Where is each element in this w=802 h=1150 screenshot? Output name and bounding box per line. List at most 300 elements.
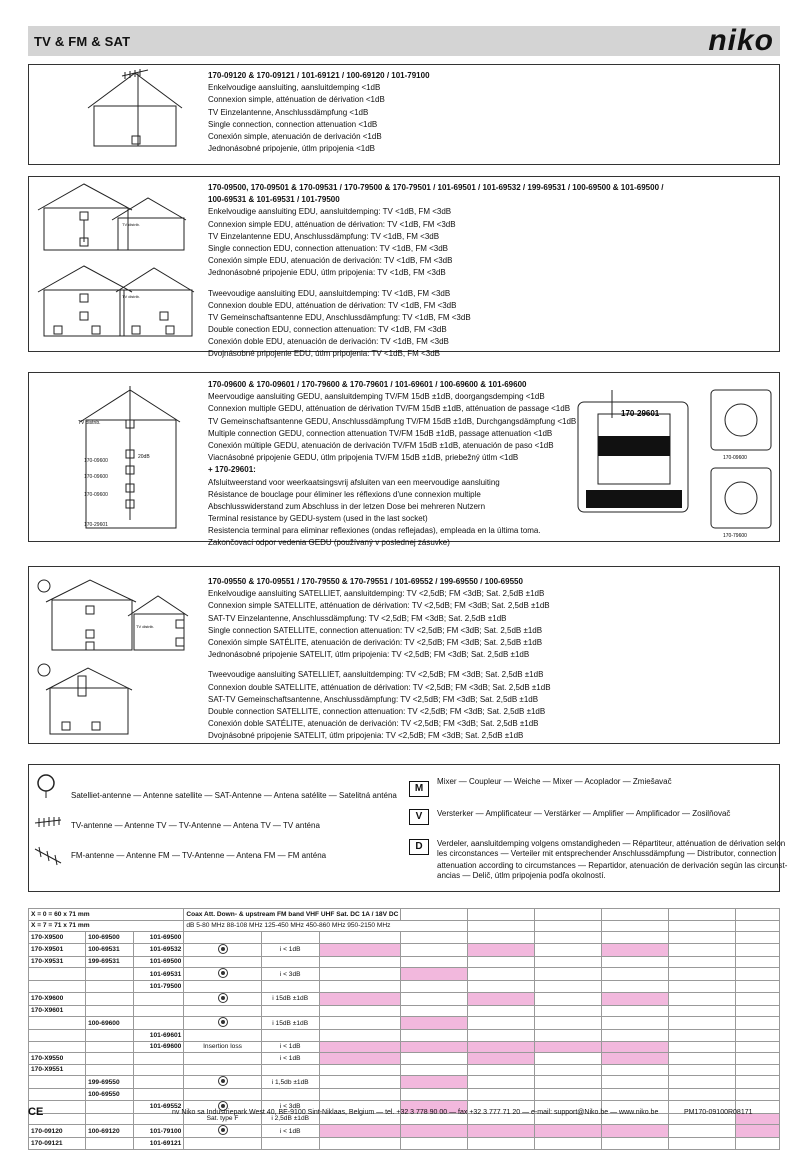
text-line: Connexion multiple GEDU, atténuation de dérivation TV/FM 15dB ±1dB, atténuation de passage <1dB [208,404,571,414]
table-cell: 101-69532 [134,943,184,956]
tv-antenna-icon [33,817,63,831]
band-cell [535,1138,602,1150]
band-cell [401,1053,468,1065]
band-cell [401,1041,468,1053]
legend-amplifier-text: Versterker — Amplificateur — Verstärker — Amplifier — Amplificador — Zosilňovač [437,809,731,818]
table-cell [29,1041,86,1053]
table-cell: 100-69120 [86,1125,134,1138]
part-label: 170-09600 [84,492,108,498]
attenuation-value [261,981,319,993]
part-label: 170-29601 [84,522,108,528]
section2-heading: 100-69531 & 101-69531 / 101-79500 [208,195,340,205]
table-cell [29,1017,86,1030]
legend [28,764,788,892]
table-cell [184,932,261,944]
band-cell [668,1005,735,1017]
table-cell [134,1089,184,1101]
text-line: TV Einzelantenne, Anschlussdämpfung <1dB [208,107,369,117]
text-line: Connexion simple SATELLITE, atténuation de dérivation: TV <2,5dB; FM <3dB; Sat. 2,5dB ±1dB [208,601,550,611]
text-line: Jednonásobné pripojenie SATELIT, útlm pripojenia: TV <2,5dB; FM <3dB; Sat. 2,5dB ±1dB [208,650,530,660]
text-line: Single connection, connection attenuation <1dB [208,119,378,129]
text-line: Conexión simple, atenuación de derivación <1dB [208,131,382,141]
table-cell [184,1089,261,1101]
table-cell [86,1138,134,1150]
band-cell [601,1138,668,1150]
table-row [29,1064,780,1076]
niko-logo: niko [708,24,774,57]
band-cell [601,1089,668,1101]
band-cell [319,981,401,993]
table-row [29,992,780,1005]
legend-distributor-text: ancias — Delič, útlm pripojenia podľa okolností. [437,871,606,880]
coax-symbol-icon [184,943,261,956]
band-cell [401,1064,468,1076]
coax-symbol-icon [184,1017,261,1030]
text-line: Dvojnásobné pripojenie EDU, útlm pripojenia: TV <1dB, FM <3dB [208,349,440,359]
table-cell [29,968,86,981]
band-cell [468,968,535,981]
band-cell [668,932,735,944]
band-cell [668,1089,735,1101]
band-cell [535,1041,602,1053]
table-cell: Insertion loss [184,1041,261,1053]
table-cell [86,1005,134,1017]
table-cell [134,1005,184,1017]
table-cell: 170-X9531 [29,956,86,968]
amplifier-symbol: V [409,809,429,825]
table-cell [184,956,261,968]
band-cell [735,1064,779,1076]
band-cell [401,1125,468,1138]
house-gedu-diagram [78,380,198,530]
terminal-resistor-product-diagram [576,388,781,538]
band-cell [668,943,735,956]
band-cell [401,932,468,944]
band-cell [668,1053,735,1065]
table-cell: 100-69600 [86,1017,134,1030]
part-label: 170-09600 [84,474,108,480]
band-cell [535,992,602,1005]
table-cell [134,1053,184,1065]
table-cell: 101-69552 [134,1100,184,1113]
band-cell [735,992,779,1005]
table-cell [86,1030,134,1042]
band-cell [735,943,779,956]
table-row [29,1041,780,1053]
house-satellite-diagrams [36,572,206,740]
band-cell [401,1076,468,1089]
band-cell [601,1017,668,1030]
table-cell: 170-09120 [29,1125,86,1138]
tv-distrib-label: TV distrib. [136,624,155,629]
table-row [29,1030,780,1042]
attenuation-value [261,1089,319,1101]
band-cell [735,1138,779,1150]
text-line: Conexión simple EDU, atenuación de derivación: TV <1dB, FM <3dB [208,256,453,266]
band-cell [601,968,668,981]
table-cell [184,1005,261,1017]
band-cell [401,956,468,968]
band-cell [601,1076,668,1089]
footer-reference: PM170-09100R08171 [684,1109,753,1116]
distributor-symbol: D [409,839,429,855]
table-cell [86,981,134,993]
table-cell [134,1076,184,1089]
band-cell [735,981,779,993]
band-cell [468,943,535,956]
band-cell [735,1089,779,1101]
part-label: 170-79600 [723,533,747,538]
size-x7-label: X = 7 = 71 x 71 mm [29,920,184,932]
table-cell [134,992,184,1005]
band-cell [735,1076,779,1089]
band-cell [735,956,779,968]
text-line: Zakončovací odpor vedenia GEDU (používaný v poslednej zásuvke) [208,538,450,548]
house-tv-antenna-diagram [80,68,190,150]
band-cell [535,943,602,956]
band-cell [668,1064,735,1076]
table-cell [29,981,86,993]
band-cell [319,992,401,1005]
band-cell [601,1125,668,1138]
attenuation-value: i < 3dB [261,968,319,981]
attenuation-value: i 2,5dB ±1dB [261,1113,319,1125]
band-cell [319,968,401,981]
section3-heading: 170-09600 & 170-09601 / 170-79600 & 170-79601 / 101-69601 / 100-69600 & 101-69600 [208,380,527,389]
table-cell [29,1030,86,1042]
house-edu-diagrams [36,180,206,346]
attenuation-value [261,956,319,968]
band-cell [468,1041,535,1053]
table-cell [184,1064,261,1076]
band-cell [601,1053,668,1065]
text-line: TV Gemeinschaftsantenne GEDU, Anschlussdämpfung TV/FM 15dB ±1dB, Durchgangsdämpfung <1dB [208,416,577,426]
part-number-label: 170-29601 [621,409,660,418]
band-cell [401,992,468,1005]
table-cell [184,1138,261,1150]
text-line: Resistencia terminal para eliminar reflexiones (ondas reflejadas), empleada en la última toma. [208,526,541,536]
table-cell [86,968,134,981]
table-cell: 100-69531 [86,943,134,956]
satellite-dish-icon [35,773,57,799]
text-line: Tweevoudige aansluiting EDU, aansluitdemping: TV <1dB, FM <3dB [208,288,451,298]
db-label: 20dB [138,454,150,460]
table-cell: 170-X9550 [29,1053,86,1065]
table-row [29,1005,780,1017]
text-line: Conexión múltiple GEDU, atenuación de derivación TV/FM 15dB ±1dB, atenuación de paso <1dB [208,440,554,450]
table-cell: 170-X9600 [29,992,86,1005]
band-cell [468,1138,535,1150]
attenuation-value: i < 1dB [261,1053,319,1065]
band-cell [401,943,468,956]
band-cell [735,968,779,981]
band-cell [468,1089,535,1101]
text-line: Dvojnásobné pripojenie SATELIT, útlm pripojenia: TV <2,5dB; FM <3dB; Sat. 2,5dB ±1dB [208,731,524,741]
table-cell: Sat. type F [184,1113,261,1125]
table-cell [86,1064,134,1076]
band-cell [535,1005,602,1017]
band-cell [735,1005,779,1017]
mixer-symbol: M [409,781,429,797]
band-cell [319,1125,401,1138]
text-line: Viacnásobné pripojenie GEDU, útlm pripojenia TV/FM 15dB ±1dB, priebežný útlm <1dB [208,453,519,463]
text-line: Abschlusswiderstand zum Abschluss in der letzen Dose bei mehreren Nutzern [208,501,486,511]
band-cell [468,981,535,993]
table-row [29,968,780,981]
band-cell [668,992,735,1005]
band-cell [401,1017,468,1030]
text-line: TV Gemeinschaftsantenne EDU, Anschlussdämpfung: TV <1dB, FM <3dB [208,312,471,322]
text-line: Multiple connection GEDU, connection attenuation TV/FM 15dB ±1dB, passage attenuation <1dB [208,428,553,438]
table-cell: 101-69531 [134,968,184,981]
table-row [29,956,780,968]
coax-header: Coax Att. Down- & upstream FM band VHF UHF Sat. DC 1A / 18V DC [184,909,401,921]
page-header [28,26,780,56]
band-cell [319,1017,401,1030]
table-row [29,981,780,993]
table-cell [134,1064,184,1076]
attenuation-value [261,1005,319,1017]
coax-symbol-icon [184,1125,261,1138]
band-cell [601,1030,668,1042]
table-row [29,1138,780,1150]
band-cell [468,1125,535,1138]
band-cell [735,1017,779,1030]
legend-satellite-text: Satelliet-antenne — Antenne satellite — SAT-Antenne — Antena satélite — Satelitná anténa [71,791,397,800]
band-cell [319,1089,401,1101]
text-line: Jednonásobné pripojenie, útlm pripojenia <1dB [208,144,376,154]
fm-antenna-icon [33,845,63,867]
text-line: Tweevoudige aansluiting SATELLIET, aansluitdemping: TV <2,5dB; FM <3dB; Sat. 2,5dB ±1dB [208,670,544,680]
text-line: Jednonásobné pripojenie EDU, útlm pripojenia: TV <1dB, FM <3dB [208,268,446,278]
svg-text:TV distrib.: TV distrib. [122,294,141,299]
text-line: Single connection EDU, connection attenuation: TV <1dB, FM <3dB [208,243,448,253]
band-cell [468,1064,535,1076]
band-cell [535,1030,602,1042]
legend-distributor-text: attenuation according to circumstances — Repartidor, atenuación de derivación según las circunst- [437,861,788,870]
band-cell [668,1041,735,1053]
text-line: Connexion simple EDU, atténuation de dérivation: TV <1dB, FM <3dB [208,219,456,229]
band-cell [601,956,668,968]
table-cell [29,1089,86,1101]
table-cell [184,1053,261,1065]
band-cell [535,981,602,993]
attenuation-value: i 1,5db ±1dB [261,1076,319,1089]
table-cell: 170-X9501 [29,943,86,956]
band-cell [319,1053,401,1065]
attenuation-value: i 15dB ±1dB [261,992,319,1005]
table-cell [86,1053,134,1065]
table-body [29,932,780,1150]
table-cell [184,1030,261,1042]
text-line: Conexión doble EDU, atenuación de derivación: TV <1dB, FM <3dB [208,337,449,347]
text-line: + 170-29601: [208,465,256,475]
table-row [29,943,780,956]
legend-distributor-text: les circonstances — Verteiler mit entsprechender Anschlussdämpfung — Distributor, connection [437,849,777,858]
band-cell [535,1125,602,1138]
part-label: 170-09600 [84,458,108,464]
table-cell: 101-69600 [134,1041,184,1053]
tv-distrib-label: TV distrib. [78,420,101,426]
table-cell: 199-69531 [86,956,134,968]
text-line: Connexion double SATELLITE, atténuation de dérivation: TV <2,5dB; FM <3dB; Sat. 2,5dB ±1dB [208,682,551,692]
attenuation-value [261,1138,319,1150]
table-cell: 101-69601 [134,1030,184,1042]
band-cell [735,1041,779,1053]
band-cell [668,1076,735,1089]
band-cell [735,1125,779,1138]
table-cell: 199-69550 [86,1076,134,1089]
section4-heading: 170-09550 & 170-09551 / 170-79550 & 170-79551 / 101-69552 / 199-69550 / 100-69550 [208,577,523,586]
band-cell [601,932,668,944]
text-line: Enkelvoudige aansluiting EDU, aansluitdemping: TV <1dB, FM <3dB [208,207,452,217]
band-cell [735,932,779,944]
text-line: Connexion simple, atténuation de dérivation <1dB [208,95,385,105]
table-cell: 170-X9500 [29,932,86,944]
band-cell [468,1005,535,1017]
table-cell [86,1041,134,1053]
band-cell [601,943,668,956]
table-cell [29,1076,86,1089]
text-line: Double conection EDU, connection attenuation: TV <1dB, FM <3dB [208,325,447,335]
table-cell [86,1100,134,1113]
section3-text [208,379,576,550]
band-cell [319,1138,401,1150]
text-line: TV Einzelantenne EDU, Anschlussdämpfung: TV <1dB, FM <3dB [208,231,440,241]
band-cell [535,1076,602,1089]
table-cell: 101-79100 [134,1125,184,1138]
band-cell [401,981,468,993]
band-cell [668,968,735,981]
coax-symbol-icon [184,968,261,981]
text-line: Enkelvoudige aansluiting SATELLIET, aansluitdemping: TV <2,5dB; FM <3dB; Sat. 2,5dB ±1dB [208,589,545,599]
band-cell [468,1030,535,1042]
text-line: Enkelvoudige aansluiting, aansluitdemping <1dB [208,83,381,93]
coax-symbol-icon [184,1076,261,1089]
band-cell [401,968,468,981]
band-cell [319,1076,401,1089]
band-cell [668,981,735,993]
band-cell [468,1017,535,1030]
table-cell: 101-69500 [134,956,184,968]
band-cell [319,943,401,956]
attenuation-value [261,1064,319,1076]
attenuation-value: i < 1dB [261,943,319,956]
attenuation-value: i < 1dB [261,1041,319,1053]
table-row [29,1125,780,1138]
band-cell [535,932,602,944]
band-cell [668,956,735,968]
section1-text [208,70,430,155]
band-cell [319,932,401,944]
band-cell [468,992,535,1005]
section1-heading: 170-09120 & 170-09121 / 101-69121 / 100-69120 / 101-79100 [208,71,430,80]
band-cell [735,1030,779,1042]
band-cell [319,1005,401,1017]
size-x0-label: X = 0 = 60 x 71 mm [29,909,184,921]
band-cell [601,981,668,993]
band-cell [668,1017,735,1030]
attenuation-value [261,1030,319,1042]
section2-heading: 170-09500, 170-09501 & 170-09531 / 170-79500 & 170-79501 / 101-69501 / 101-69532 / 199-69531 / 100-69500 & 101-69500 / [208,183,664,192]
band-cell [535,956,602,968]
attenuation-value: i 15dB ±1dB [261,1017,319,1030]
table-row [29,1053,780,1065]
table-cell: 170-09121 [29,1138,86,1150]
band-cell [319,956,401,968]
section2-text [208,182,663,361]
table-cell: 101-79500 [134,981,184,993]
band-cell [468,932,535,944]
band-cell [535,1017,602,1030]
band-cell [401,1089,468,1101]
band-cell [535,968,602,981]
band-cell [668,1138,735,1150]
section4-text [208,576,551,742]
text-line: Double connection SATELLITE, connection attenuation: TV <2,5dB; FM <3dB; Sat. 2,5dB ±1dB [208,706,546,716]
svg-text:TV distrib.: TV distrib. [122,222,141,227]
table-cell: 100-69500 [86,932,134,944]
band-cell [601,1005,668,1017]
text-line: Afsluitweerstand voor weerkaatsingsvrij afsluiten van een meervoudige aansluiting [208,477,500,487]
text-line: Connexion double EDU, atténuation de dérivation: TV <1dB, FM <3dB [208,300,457,310]
table-cell: 101-69500 [134,932,184,944]
table-cell [86,1113,134,1125]
table-cell [86,992,134,1005]
table-row [29,932,780,944]
band-cell [535,1089,602,1101]
ce-mark: CE [28,1106,44,1118]
text-line: Résistance de bouclage pour éliminer les réflexions d'une connexion multiple [208,489,481,499]
band-cell [401,1138,468,1150]
band-cell [468,956,535,968]
band-cell [319,1064,401,1076]
legend-fm-text: FM-antenne — Antenne FM — TV-Antenne — Antena FM — FM anténa [71,851,327,860]
table-cell [134,1017,184,1030]
table-row [29,1076,780,1089]
band-cell [401,1005,468,1017]
table-cell: 100-69550 [86,1089,134,1101]
band-cell [601,1064,668,1076]
legend-tv-text: TV-antenne — Antenne TV — TV-Antenne — Antena TV — TV anténa [71,821,320,830]
band-cell [601,1041,668,1053]
text-line: Conexión doble SATÉLITE, atenuación de derivación: TV <2,5dB; FM <3dB; Sat. 2,5dB ±1dB [208,719,539,729]
legend-distributor-text: Verdeler, aansluitdemping volgens omstandigheden — Répartiteur, atténuation de dérivation selon [437,839,786,848]
text-line: SAT-TV Einzelantenne, Anschlussdämpfung: TV <2,5dB; FM <3dB; Sat. 2,5dB ±1dB [208,613,507,623]
text-line: SAT-TV Gemeinschaftsantenne, Anschlussdämpfung: TV <2,5dB; FM <3dB; Sat. 2,5dB ±1dB [208,694,539,704]
table-row [29,1089,780,1101]
attenuation-value: i < 3dB [261,1100,319,1113]
frequency-header: dB 5-80 MHz 88-108 MHz 125-450 MHz 450-860 MHz 950-2150 MHz [184,920,468,932]
table-cell: 170-X9601 [29,1005,86,1017]
band-cell [535,1053,602,1065]
band-cell [735,1053,779,1065]
band-cell [601,992,668,1005]
band-cell [668,1030,735,1042]
attenuation-value: i < 1dB [261,1125,319,1138]
text-line: Terminal resistance by GEDU-system (used in the last socket) [208,514,428,524]
band-cell [668,1125,735,1138]
table-row [29,1017,780,1030]
text-line: Single connection SATELLITE, connection attenuation: TV <2,5dB; FM <3dB; Sat. 2,5dB ±1dB [208,625,543,635]
band-cell [468,1076,535,1089]
coax-symbol-icon [184,992,261,1005]
band-cell [401,1030,468,1042]
table-cell: 170-X9551 [29,1064,86,1076]
part-label: 170-09600 [723,455,747,461]
text-line: Conexión simple SATÉLITE, atenuación de derivación: TV <2,5dB; FM <3dB; Sat. 2,5dB ±1dB [208,637,543,647]
text-line: Meervoudige aansluiting GEDU, aansluitdemping TV/FM 15dB ±1dB, doorgangsdemping <1dB [208,392,545,402]
